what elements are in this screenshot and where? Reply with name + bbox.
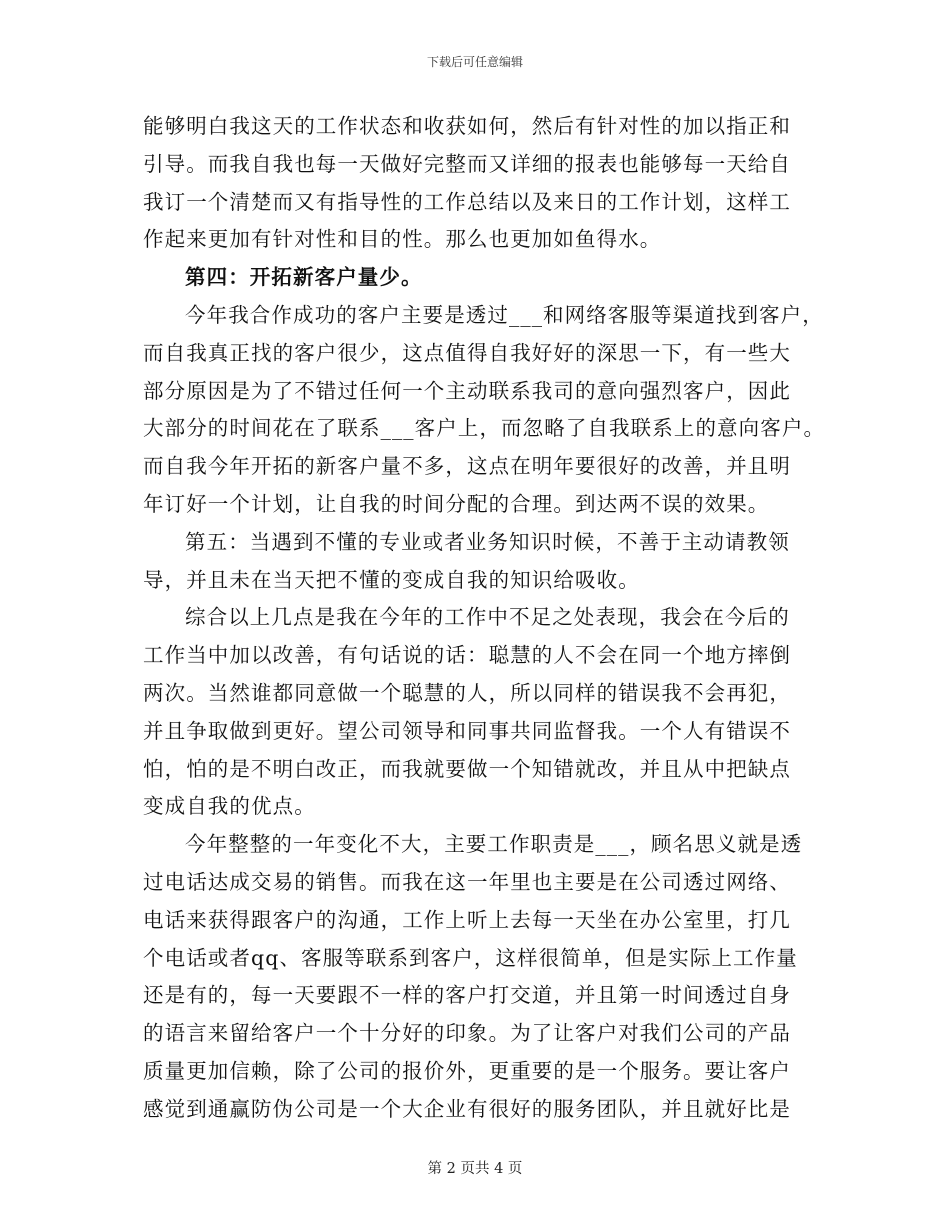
text-line: 质量更加信赖，除了公司的报价外，更重要的是一个服务。要让客户	[143, 1058, 791, 1083]
text-line: 还是有的，每一天要跟不一样的客户打交道，并且第一时间透过自身	[143, 983, 791, 1008]
text-line: 两次。当然谁都同意做一个聪慧的人，所以同样的错误我不会再犯，	[143, 680, 791, 705]
text-line: 的语言来留给客户一个十分好的印象。为了让客户对我们公司的产品	[143, 1021, 791, 1046]
text-line: 而自我真正找的客户很少，这点值得自我好好的深思一下，有一些大	[143, 340, 791, 365]
text-line: 部分原因是为了不错过任何一个主动联系我司的意向强烈客户，因此	[143, 378, 791, 403]
text-line: 第五：当遇到不懂的专业或者业务知识时候，不善于主动请教领	[185, 529, 790, 554]
text-line: 过电话达成交易的销售。而我在这一年里也主要是在公司透过网络、	[143, 869, 791, 894]
text-line: 导，并且未在当天把不懂的变成自我的知识给吸收。	[143, 567, 640, 592]
text-line: 个电话或者qq、客服等联系到客户，这样很简单，但是实际上工作量	[143, 945, 798, 970]
text-line: 作起来更加有针对性和目的性。那么也更加如鱼得水。	[143, 227, 662, 252]
text-line: 电话来获得跟客户的沟通，工作上听上去每一天坐在办公室里，打几	[143, 907, 791, 932]
text-line: 大部分的时间花在了联系___客户上，而忽略了自我联系上的意向客户。	[143, 416, 826, 441]
text-line: 工作当中加以改善，有句话说的话：聪慧的人不会在同一个地方摔倒	[143, 643, 791, 668]
text-line: 今年整整的一年变化不大，主要工作职责是___，顾名思义就是透	[185, 832, 803, 857]
text-line: 感觉到通赢防伪公司是一个大企业有很好的服务团队，并且就好比是	[143, 1096, 791, 1121]
text-line: 今年我合作成功的客户主要是透过___和网络客服等渠道找到客户，	[185, 302, 824, 327]
text-line: 能够明白我这天的工作状态和收获如何，然后有针对性的加以指正和	[143, 114, 791, 138]
text-line: 我订一个清楚而又有指导性的工作总结以及来日的工作计划，这样工	[143, 189, 791, 214]
text-line: 并且争取做到更好。望公司领导和同事共同监督我。一个人有错误不	[143, 718, 791, 743]
page-header: 下载后可任意编辑	[426, 55, 523, 69]
text-line: 引导。而我自我也每一天做好完整而又详细的报表也能够每一天给自	[143, 151, 791, 176]
text-line: 怕，怕的是不明白改正，而我就要做一个知错就改，并且从中把缺点	[143, 756, 791, 781]
document-body	[143, 108, 826, 1129]
text-line: 年订好一个计划，让自我的时间分配的合理。到达两不误的效果。	[143, 491, 770, 516]
text-line: 综合以上几点是我在今年的工作中不足之处表现，我会在今后的	[185, 605, 790, 630]
text-line: 而自我今年开拓的新客户量不多，这点在明年要很好的改善，并且明	[143, 454, 791, 479]
page-number: 第 2 页共 4 页	[427, 1161, 523, 1177]
section-heading: 第四：开拓新客户量少。	[185, 265, 423, 290]
text-line: 变成自我的优点。	[143, 794, 316, 819]
